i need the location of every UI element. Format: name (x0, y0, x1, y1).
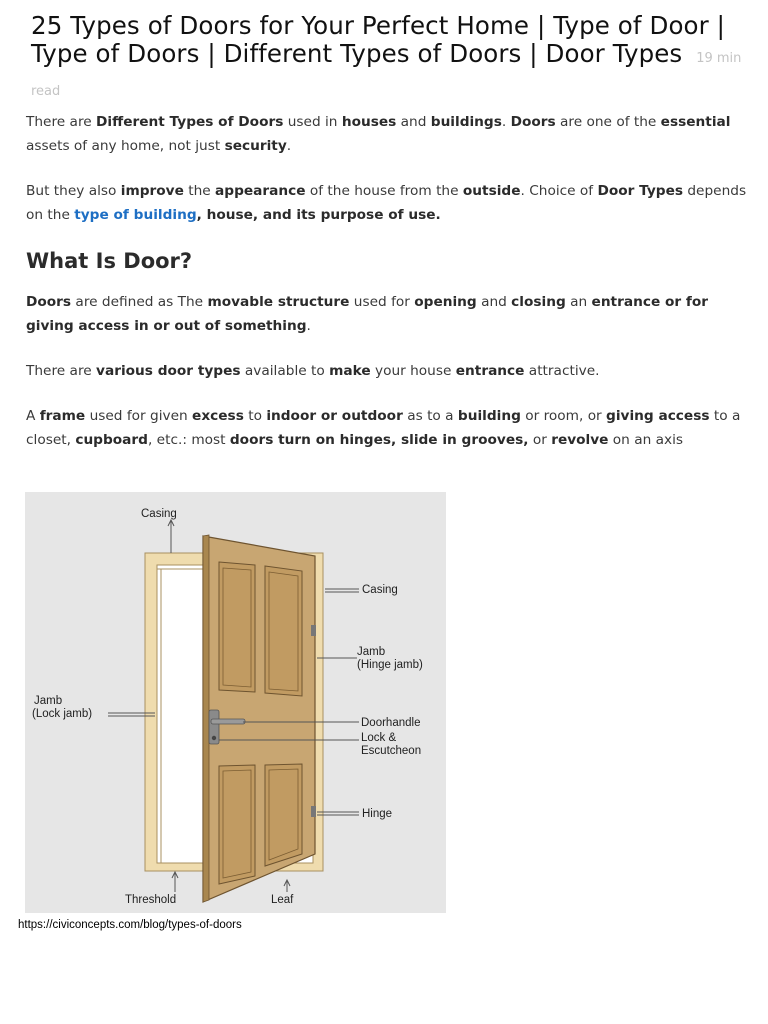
hinge-upper (311, 625, 316, 636)
label-hinge: Hinge (362, 808, 393, 820)
label-casing-top: Casing (141, 508, 177, 520)
door-types-paragraph: There are various door types available to make your house entrance attractive. (26, 363, 600, 379)
intro-paragraph-2: But they also improve the appearance of the house from the outside. Choice of Door Types depends on the type of building, house, and its purpose of use. (26, 183, 747, 223)
label-threshold: Threshold (125, 894, 177, 906)
read-time: 19 min read (31, 51, 742, 99)
label-leaf: Leaf (271, 894, 294, 906)
label-hinge-jamb: (Hinge jamb) (357, 659, 423, 671)
hinge-lower (311, 806, 316, 817)
label-jamb-hinge: Jamb (357, 646, 386, 658)
panel-top-left (219, 562, 255, 692)
definition-paragraph: Doors are defined as The movable structure used for opening and closing an entrance or for giving access in or out of something. (26, 294, 709, 334)
door-handle (211, 719, 245, 724)
door-leaf (203, 535, 315, 902)
label-casing-right: Casing (362, 584, 398, 596)
panel-top-right (265, 566, 302, 696)
source-url: https://civiconcepts.com/blog/types-of-doors (18, 919, 242, 931)
label-escutcheon: Escutcheon (361, 745, 422, 757)
article-title (31, 12, 756, 106)
label-doorhandle: Doorhandle (361, 717, 421, 729)
panel-bottom-left (219, 765, 255, 884)
frame-paragraph: A frame used for given excess to indoor or outdoor as to a building or room, or giving access to a closet, cupboard, etc.: most doors turn on hinges, slide in grooves, or revolve on an axis (26, 408, 741, 448)
label-jamb-lock: Jamb (34, 695, 63, 707)
panel-bottom-right (265, 764, 302, 866)
article-title-text: 25 Types of Doors for Your Perfect Home | Type of Door | Type of Doors | Different Types of Doors | Door Types (31, 11, 726, 68)
intro-paragraph-1: There are Different Types of Doors used in houses and buildings. Doors are one of the essential assets of any home, not just security. (26, 114, 731, 154)
type-of-building-link[interactable]: type of building (74, 207, 197, 223)
section-heading: What Is Door? (26, 249, 193, 273)
label-lock-jamb: (Lock jamb) (32, 708, 93, 720)
door-parts-diagram (25, 492, 446, 913)
label-lock: Lock & (361, 732, 397, 744)
